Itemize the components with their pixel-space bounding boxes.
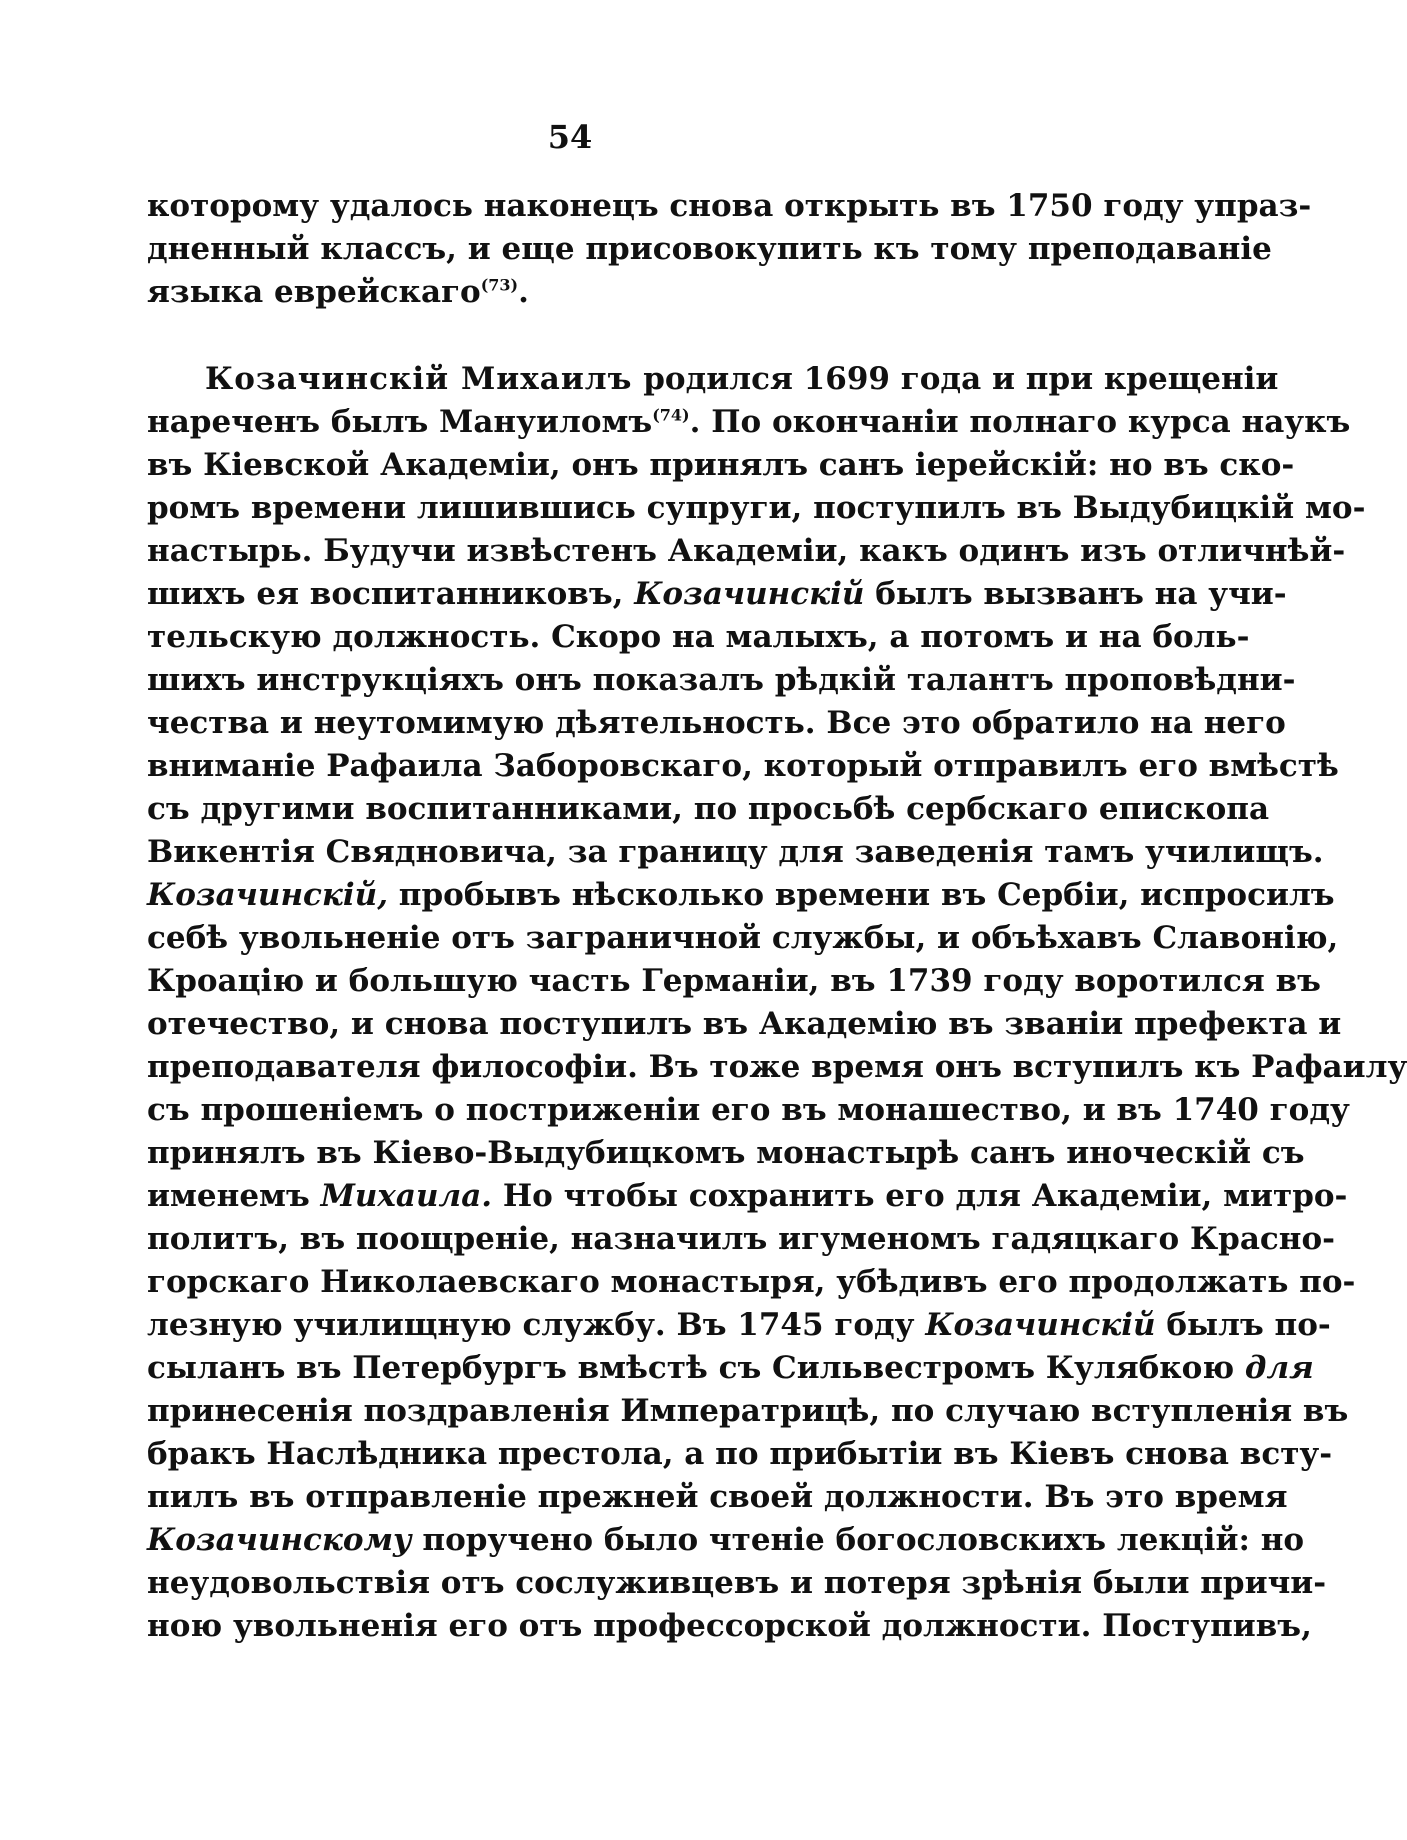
text-line [147,1304,1331,1347]
text-line [147,358,1279,401]
text-line: горскаго Николаевскаго монастыря, убѣдивъ его продолжать по- [147,1264,1356,1300]
paragraph-continuation [147,185,1312,314]
text-line: ною увольненiя его отъ профессорской должности. Поступивъ, [147,1608,1312,1644]
text-line: принесенiя поздравленiя Императрицѣ, по случаю вступленiя въ [147,1393,1349,1429]
text-line: неудовольствiя отъ сослуживцевъ и потеря зрѣнiя были причи- [147,1565,1327,1601]
text-line [147,271,1117,314]
line-text: лезную училищную службу. Въ 1745 году [147,1307,926,1343]
text-line: которому удалось наконецъ снова открыть въ 1750 году упраз- [147,188,1312,224]
text-line [147,1347,1314,1390]
line-end: . [518,274,529,310]
footnote-ref-74: (74) [652,405,690,425]
text-line: пилъ въ отправленiе прежней своей должности. Въ это время [147,1479,1288,1515]
line-text: языка еврейскаго [147,274,481,310]
text-line: отечество, и снова поступилъ въ Академiю въ званiи префекта и [147,1006,1342,1042]
text-line: дненный классъ, и еще присовокупить къ тому преподаванiе [147,231,1272,267]
text-line [147,401,1351,444]
line-text: пробывъ нѣсколько времени въ Сербiи, испросилъ [388,877,1335,913]
line-text: поручено было чтенiе богословскихъ лекцiй: но [411,1522,1305,1558]
text-line [147,1175,1348,1218]
text-line: Викентiя Свядновича, за границу для заведенiя тамъ училищъ. [147,834,1324,870]
line-text: былъ по- [1155,1307,1331,1343]
page-number: 54 [547,118,593,156]
italic-name: Козачинскiй, [147,877,389,913]
text-line: настырь. Будучи извѣстенъ Академiи, какъ одинъ изъ отличнѣй- [147,533,1346,569]
italic-name: Михаила. [320,1178,493,1214]
text-line: чества и неутомимую дѣятельность. Все это обратило на него [147,705,1286,741]
text-line: шихъ инструкцiяхъ онъ показалъ рѣдкiй талантъ проповѣдни- [147,662,1296,698]
text-line [147,573,1287,616]
line-text: нареченъ былъ Мануиломъ [147,404,653,440]
text-line: вниманiе Рафаила Заборовскаго, который отправилъ его вмѣстѣ [147,748,1339,784]
text-line: принялъ въ Кiево-Выдубицкомъ монастырѣ санъ иноческiй съ [147,1135,1305,1171]
line-text: былъ вызванъ на учи- [864,576,1287,612]
text-line: съ прошенiемъ о постриженiи его въ монашество, и въ 1740 году [147,1092,1350,1128]
italic-name: Козачинскiй [925,1307,1156,1343]
line-text: . По окончанiи полнаго курса наукъ [689,404,1351,440]
text-line: бракъ Наслѣдника престола, а по прибытiи въ Кiевъ снова всту- [147,1436,1333,1472]
text-line: съ другими воспитанниками, по просьбѣ сербскаго епископа [147,791,1270,827]
italic-name: Козачинскiй [634,576,865,612]
text-line: политъ, въ поощренiе, назначилъ игуменомъ гадяцкаго Красно- [147,1221,1336,1257]
line-text: родился 1699 года и при крещенiи [632,361,1279,397]
line-text: шихъ ея воспитанниковъ, [147,576,635,612]
text-line: преподавателя философiи. Въ тоже время онъ вступилъ къ Рафаилу [147,1049,1407,1085]
heading-name: Козачинскiй Михаилъ [205,361,633,397]
line-text: Но чтобы сохранить его для Академiи, митро- [492,1178,1348,1214]
footnote-ref-73: (73) [480,275,519,295]
text-line: тельскую должность. Скоро на малыхъ, а потомъ и на боль- [147,619,1250,655]
italic-word: для [1244,1350,1314,1386]
line-text: именемъ [147,1178,321,1214]
line-text: сыланъ въ Петербургъ вмѣстѣ съ Сильвестромъ Кулябкою [147,1350,1245,1386]
text-line [147,1519,1305,1562]
paragraph-main [147,358,1407,1648]
text-line: себѣ увольненiе отъ заграничной службы, и объѣхавъ Славонiю, [147,920,1339,956]
text-line: ромъ времени лишившись супруги, поступилъ въ Выдубицкiй мо- [147,490,1366,526]
text-line: въ Кiевской Академiи, онъ принялъ санъ iерейскiй: но въ ско- [147,447,1295,483]
text-line: Кроацiю и большую часть Германiи, въ 1739 году воротился въ [147,963,1321,999]
text-line [147,874,1335,917]
italic-name: Козачинскому [147,1522,412,1558]
